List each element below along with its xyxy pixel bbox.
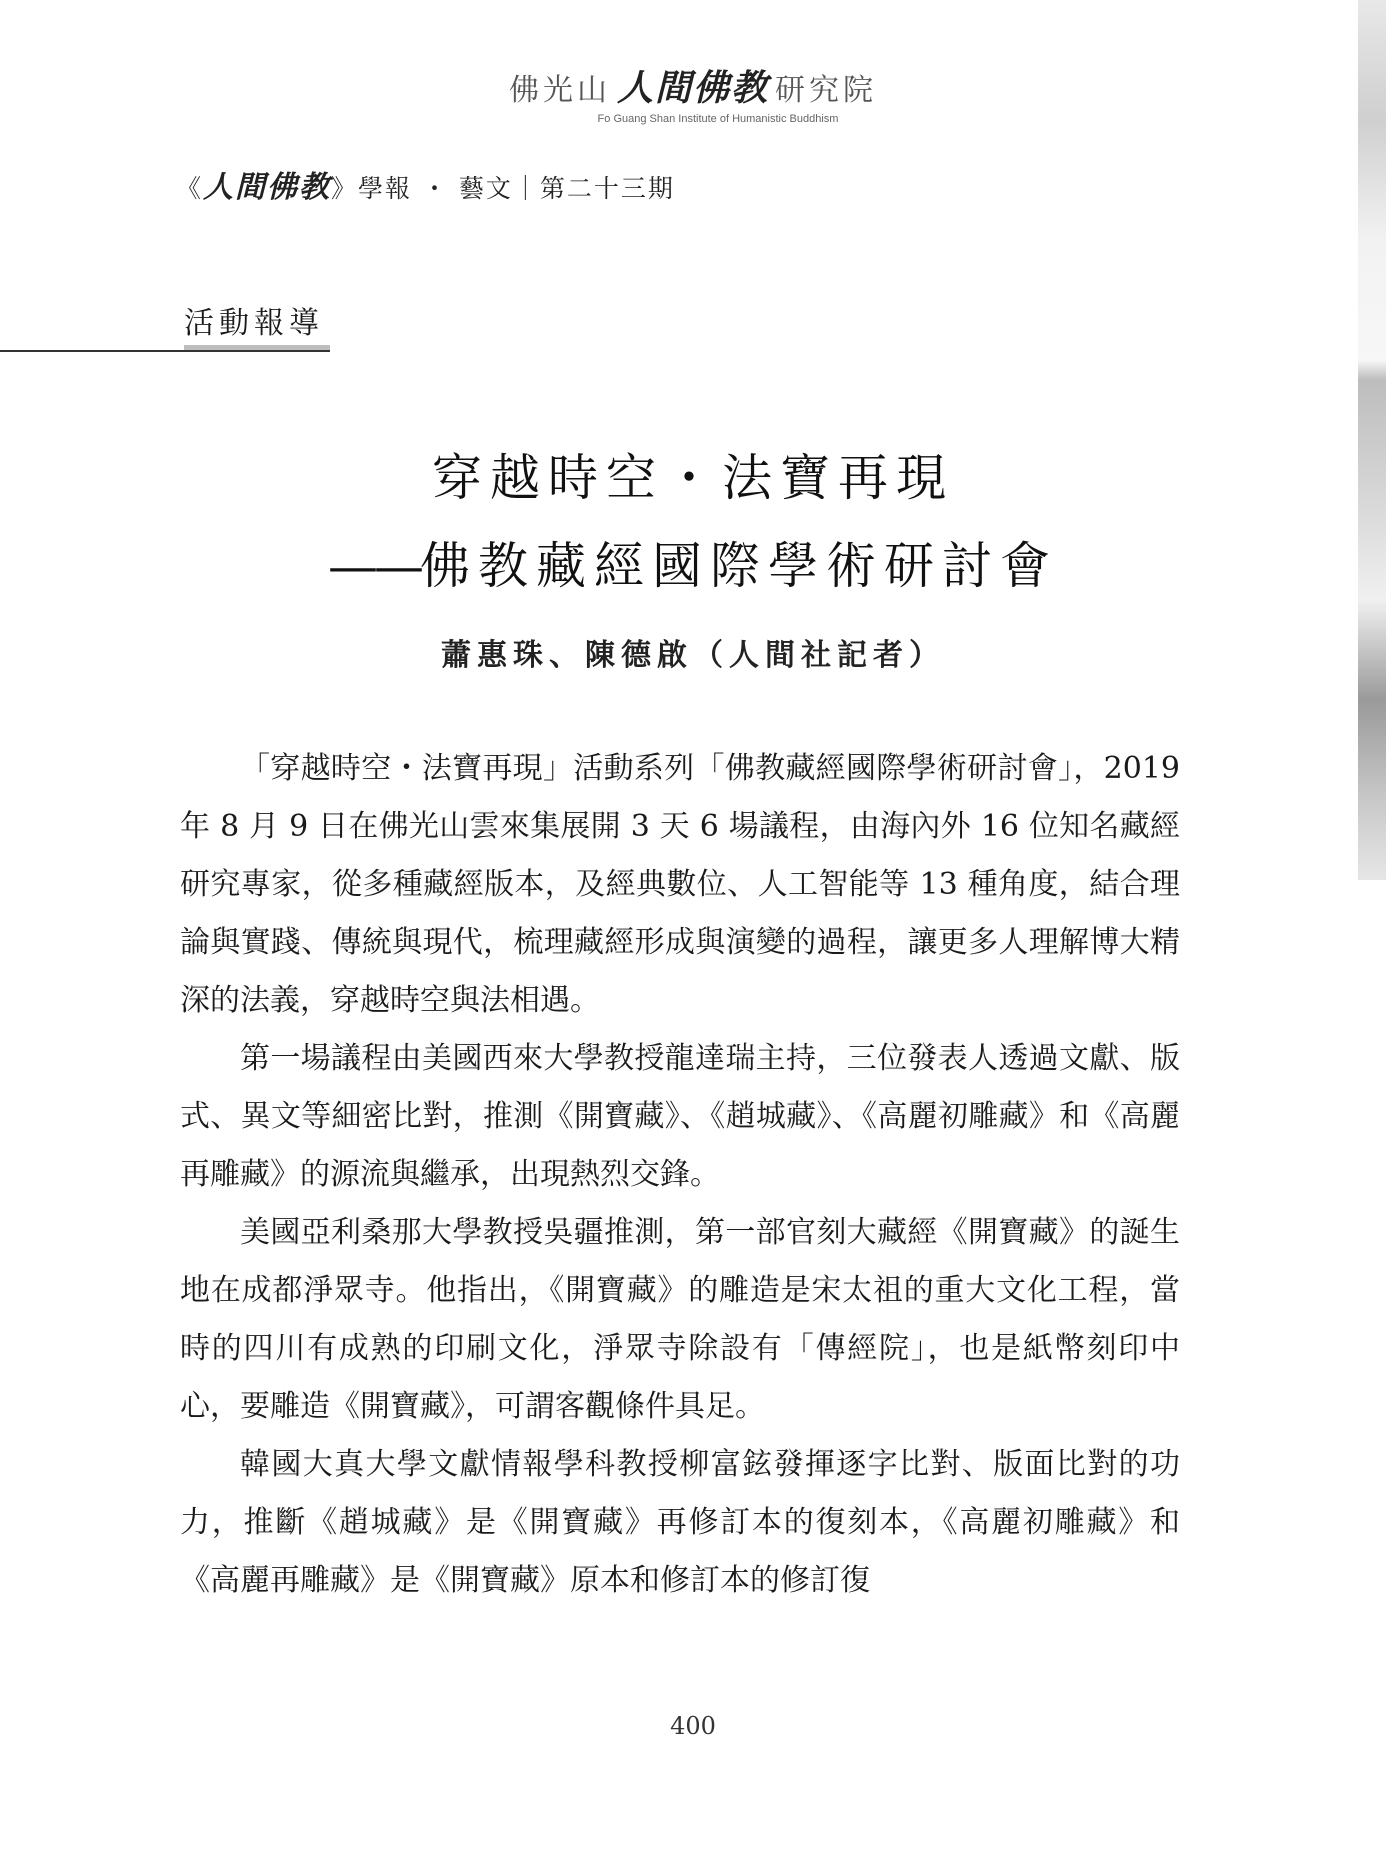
institute-english-name: Fo Guang Shan Institute of Humanistic Buddhism <box>597 113 839 125</box>
journal-open-quote: 《 <box>176 174 204 203</box>
paragraph-3: 美國亞利桑那大學教授吳疆推測，第一部官刻大藏經《開寶藏》的誕生地在成都淨眾寺。他指出，《開寶藏》的雕造是宋太祖的重大文化工程，當時的四川有成熟的印刷文化，淨眾寺除設有「傳經院」，也是紙幣刻印中心，要雕造《開寶藏》，可謂客觀條件具足。 <box>180 1215 1180 1424</box>
section-label: 活動報導 <box>184 306 324 341</box>
journal-brand: 人間佛教 <box>203 170 332 205</box>
article-author: 蕭惠珠、陳德啟（人間社記者） <box>441 638 945 673</box>
institute-brand: 人間佛教 <box>616 67 769 109</box>
journal-issue: 》學報 ・ 藝文｜第二十三期 <box>331 174 675 203</box>
page-number: 400 <box>670 1712 716 1740</box>
paragraph-4: 韓國大真大學文獻情報學科教授柳富鉉發揮逐字比對、版面比對的功力，推斷《趙城藏》是《開寶藏》再修訂本的復刻本，《高麗初雕藏》和《高麗再雕藏》是《開寶藏》原本和修訂本的修訂復 <box>180 1447 1180 1598</box>
institute-name <box>0 60 1386 111</box>
journal-running-head <box>176 162 675 206</box>
article-subtitle: 佛教藏經國際學術研討會 <box>420 537 1058 595</box>
section-divider <box>0 350 330 352</box>
title-dash: —— <box>328 537 420 595</box>
paragraph-2: 第一場議程由美國西來大學教授龍達瑞主持，三位發表人透過文獻、版式、異文等細密比對，推測《開寶藏》、《趙城藏》、《高麗初雕藏》和《高麗再雕藏》的源流與繼承，出現熱烈交鋒。 <box>180 1041 1180 1192</box>
institute-suffix: 研究院 <box>775 73 877 108</box>
article-body <box>180 740 1180 1610</box>
institute-header <box>0 60 1386 125</box>
institute-prefix: 佛光山 <box>508 73 611 108</box>
paragraph-1: 「穿越時空・法寶再現」活動系列「佛教藏經國際學術研討會」，2019 年 8 月 9 日在佛光山雲來集展開 3 天 6 場議程，由海內外 16 位知名藏經研究專家，從多種藏經版本，及經典數位、人工智能等 13 種角度，結合理論與實踐、傳統與現代，梳理藏經形成與演變的過程，讓更多人理解博大精深的法義，穿越時空與法相遇。 <box>180 751 1180 1018</box>
article-title-line2 <box>0 526 1386 598</box>
article-title-line1: 穿越時空・法寶再現 <box>432 449 954 507</box>
